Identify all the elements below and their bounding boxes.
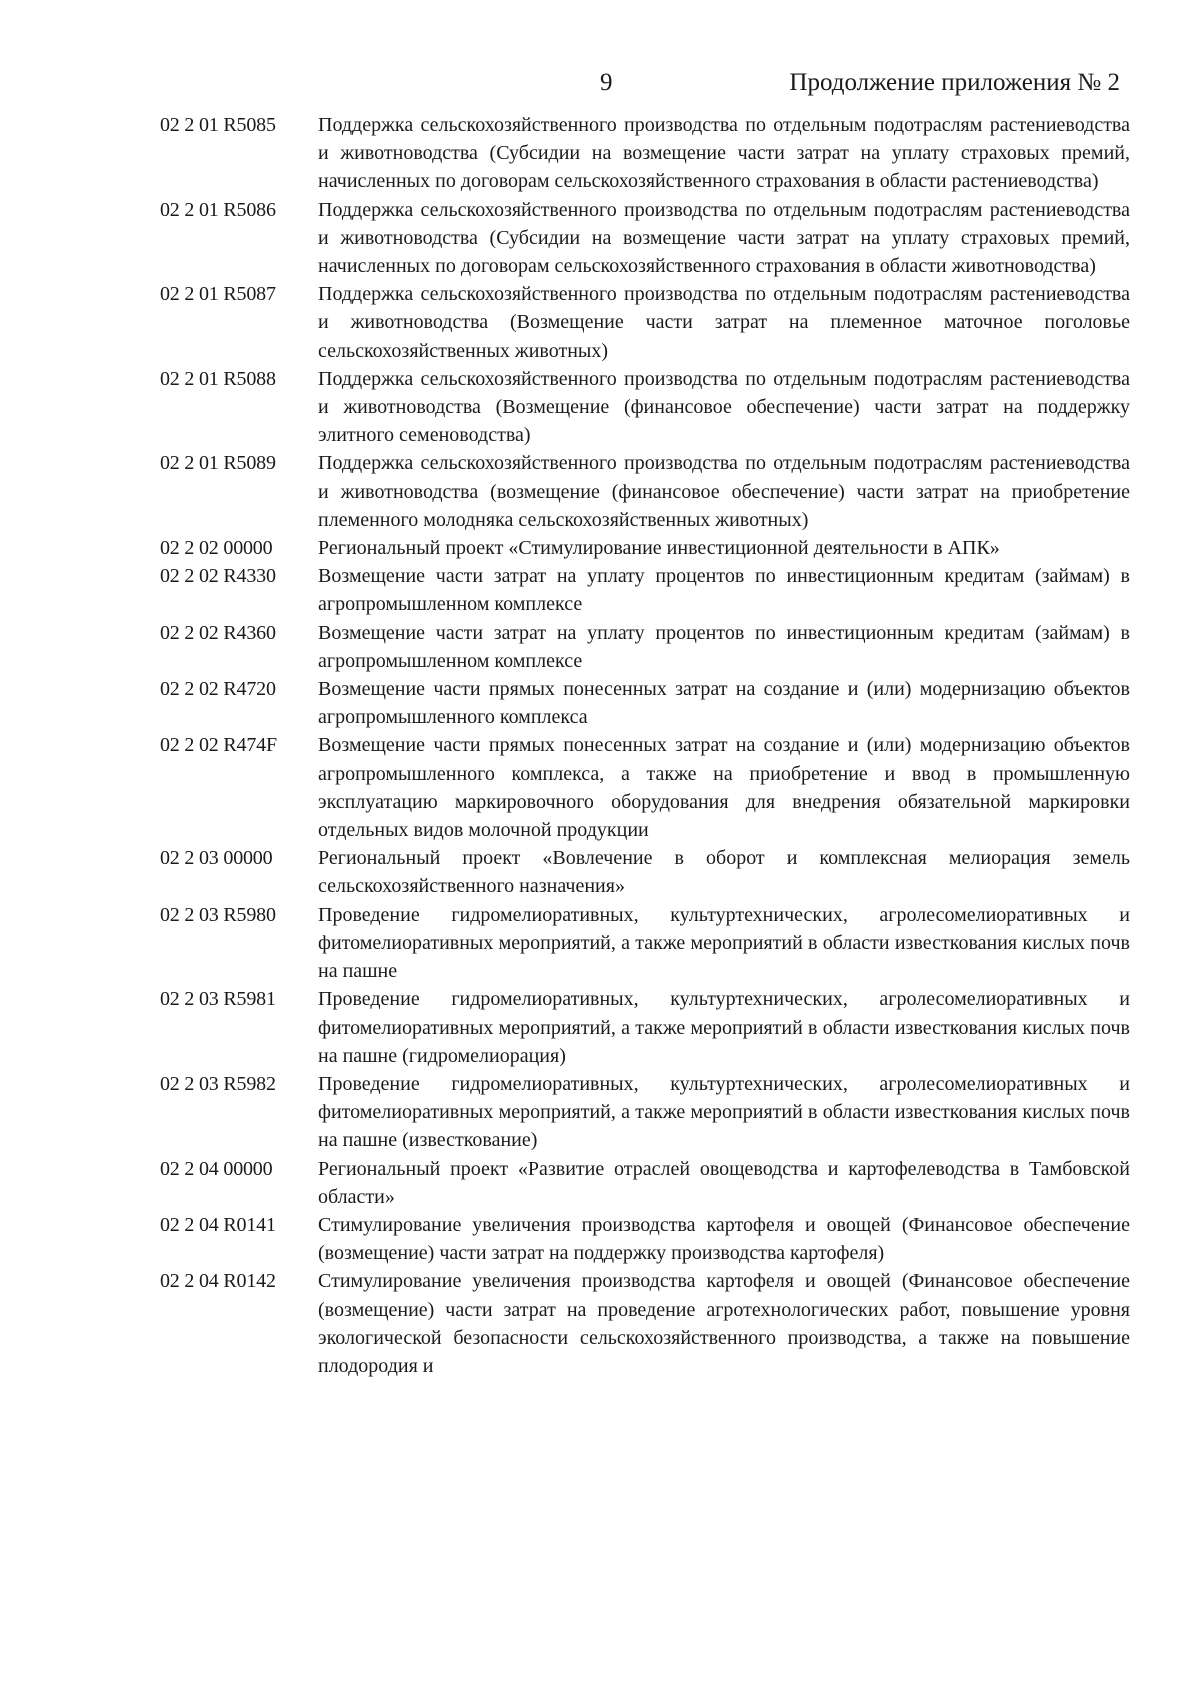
- classification-description: Поддержка сельскохозяйственного производства по отдельным подотраслям растениеводства и животноводства (Возмещение (финансовое обеспечение) части затрат на поддержку элитного семеноводства): [318, 367, 1130, 447]
- classification-code: 02 2 02 R474F: [160, 734, 277, 757]
- list-item: [160, 534, 1130, 562]
- classification-description: Возмещение части затрат на уплату процентов по инвестиционным кредитам (займам) в агропромышленном комплексе: [318, 565, 1130, 616]
- classification-description: Проведение гидромелиоративных, культуртехнических, агролесомелиоративных и фитомелиоративных мероприятий, а также мероприятий в области известкования кислых почв на пашне (гидромелиорация): [318, 988, 1130, 1067]
- classification-code: 02 2 01 R5085: [160, 114, 276, 136]
- classification-description: Региональный проект «Вовлечение в оборот и комплексная мелиорация земель сельскохозяйственного назначения»: [318, 847, 1130, 898]
- classification-code: 02 2 02 R4330: [160, 565, 276, 588]
- list-item: [160, 1070, 1130, 1155]
- classification-code: 02 2 01 R5088: [160, 367, 276, 390]
- classification-description: Поддержка сельскохозяйственного производства по отдельным подотраслям растениеводства и животноводства (возмещение (финансовое обеспечение) части затрат на приобретение племенного молодняка сельскохозяйственных животных): [318, 452, 1130, 531]
- list-item: [160, 111, 1130, 196]
- list-item: [160, 619, 1130, 675]
- list-item: [160, 675, 1130, 731]
- classification-description: Региональный проект «Развитие отраслей овощеводства и картофелеводства в Тамбовской области»: [318, 1157, 1130, 1208]
- classification-code: 02 2 01 R5087: [160, 283, 276, 306]
- classification-code: 02 2 02 R4720: [160, 678, 276, 701]
- list-item: [160, 1267, 1130, 1380]
- classification-description: Возмещение части прямых понесенных затрат на создание и (или) модернизацию объектов агропромышленного комплекса: [318, 678, 1130, 729]
- classification-code: 02 2 04 00000: [160, 1157, 273, 1180]
- list-item: [160, 280, 1130, 365]
- classification-code: 02 2 03 R5980: [160, 903, 276, 926]
- list-item: [160, 1155, 1130, 1211]
- appendix-continuation-title: Продолжение приложения № 2: [789, 69, 1120, 96]
- classification-code: 02 2 02 00000: [160, 537, 273, 560]
- list-item: [160, 562, 1130, 618]
- classification-description: Проведение гидромелиоративных, культуртехнических, агролесомелиоративных и фитомелиоративных мероприятий, а также мероприятий в области известкования кислых почв на пашне: [318, 903, 1130, 983]
- classification-code: 02 2 03 R5981: [160, 988, 276, 1011]
- page-number: 9: [600, 69, 613, 96]
- classification-code: 02 2 04 R0141: [160, 1213, 276, 1236]
- classification-description: Поддержка сельскохозяйственного производства по отдельным подотраслям растениеводства и животноводства (Субсидии на возмещение части затрат на уплату страховых премий, начисленных по договорам сельскохозяйственного страхования в области растениеводства): [318, 114, 1130, 193]
- classification-code: 02 2 01 R5089: [160, 452, 276, 475]
- classification-description: Поддержка сельскохозяйственного производства по отдельным подотраслям растениеводства и животноводства (Субсидии на возмещение части затрат на уплату страховых премий, начисленных по договорам сельскохозяйственного страхования в области животноводства): [318, 198, 1130, 278]
- page-header: [160, 66, 1120, 106]
- list-item: [160, 901, 1130, 986]
- list-item: [160, 365, 1130, 450]
- list-item: [160, 449, 1130, 534]
- classification-description: Возмещение части затрат на уплату процентов по инвестиционным кредитам (займам) в агропромышленном комплексе: [318, 621, 1130, 672]
- classification-description: Региональный проект «Стимулирование инвестиционной деятельности в АПК»: [318, 537, 1000, 560]
- list-item: [160, 844, 1130, 900]
- classification-code: 02 2 04 R0142: [160, 1270, 276, 1293]
- list-item: [160, 985, 1130, 1070]
- budget-classification-list: [160, 111, 1130, 1380]
- classification-code: 02 2 03 00000: [160, 847, 273, 870]
- classification-description: Проведение гидромелиоративных, культуртехнических, агролесомелиоративных и фитомелиоративных мероприятий, а также мероприятий в области известкования кислых почв на пашне (известкование): [318, 1072, 1130, 1152]
- classification-code: 02 2 02 R4360: [160, 621, 276, 644]
- classification-code: 02 2 01 R5086: [160, 198, 276, 221]
- classification-description: Стимулирование увеличения производства картофеля и овощей (Финансовое обеспечение (возмещение) части затрат на проведение агротехнологических работ, повышение уровня экологической безопасности сельскохозяйственного производства, а также на повышение плодородия и: [318, 1270, 1130, 1377]
- classification-code: 02 2 03 R5982: [160, 1072, 276, 1095]
- classification-description: Стимулирование увеличения производства картофеля и овощей (Финансовое обеспечение (возмещение) части затрат на поддержку производства картофеля): [318, 1213, 1130, 1265]
- list-item: [160, 1211, 1130, 1267]
- list-item: [160, 731, 1130, 844]
- classification-description: Возмещение части прямых понесенных затрат на создание и (или) модернизацию объектов агропромышленного комплекса, а также на приобретение и ввод в промышленную эксплуатацию маркировочного оборудования для внедрения обязательной маркировки отдельных видов молочной продукции: [318, 734, 1130, 842]
- classification-description: Поддержка сельскохозяйственного производства по отдельным подотраслям растениеводства и животноводства (Возмещение части затрат на племенное маточное поголовье сельскохозяйственных животных): [318, 283, 1130, 362]
- list-item: [160, 196, 1130, 281]
